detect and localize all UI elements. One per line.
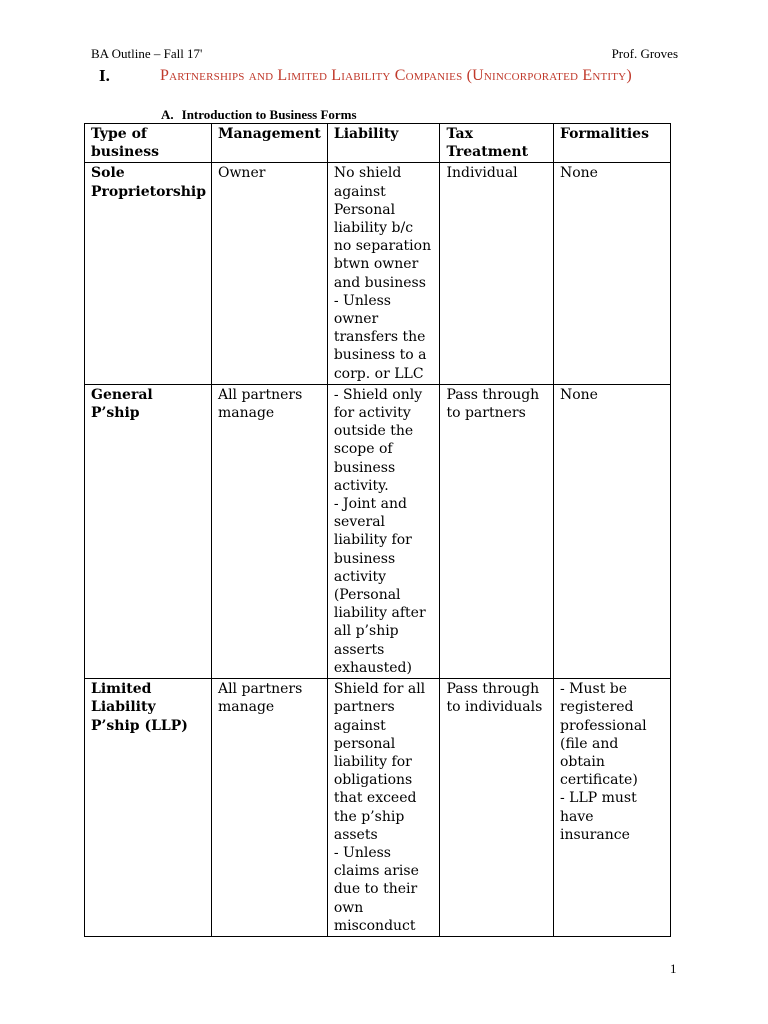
cell-management: All partners manage [211,384,327,678]
cell-liability [327,384,440,678]
cell-formalities [553,163,670,384]
header-professor: Prof. Groves [611,46,678,61]
cell-paragraph: Shield for all partners against personal liability for obligations that exceed the p’ship assets [333,681,426,843]
section-number: I. [99,66,110,85]
table-row [85,679,671,937]
cell-type: Sole Proprietorship [85,163,212,384]
cell-formalities [553,384,670,678]
header-course: BA Outline – Fall 17' [91,46,203,61]
cell-tax: Individual [440,163,554,384]
cell-paragraph: - Must be registered professional (file and obtain certificate) [559,681,647,789]
cell-paragraph: None [559,386,598,403]
cell-type: General P’ship [85,384,212,678]
cell-paragraph: - LLP must have insurance [559,790,637,843]
cell-paragraph: - Unless owner transfers the business to a corp. or LLC [333,292,427,382]
page-number: 1 [670,961,677,976]
subsection-title: Introduction to Business Forms [181,107,357,122]
column-header-liability: Liability [327,124,440,163]
cell-paragraph: - Unless claims arise due to their own misconduct [333,844,419,934]
column-header-formalities: Formalities [553,124,670,163]
subsection-heading [161,107,357,123]
column-header-tax: Tax Treatment [440,124,554,163]
subsection-letter: A. [161,107,174,122]
section-title: Partnerships and Limited Liability Companies (Unincorporated Entity) [160,67,632,84]
table-row [85,384,671,678]
cell-tax: Pass through to individuals [440,679,554,937]
table-row [85,163,671,384]
cell-type: Limited Liability P’ship (LLP) [85,679,212,937]
column-header-type: Type of business [85,124,212,163]
cell-management: All partners manage [211,679,327,937]
cell-tax: Pass through to partners [440,384,554,678]
cell-paragraph: - Joint and several liability for business activity (Personal liability after all p’ship asserts exhausted) [333,496,426,676]
cell-paragraph: None [559,165,598,182]
cell-management: Owner [211,163,327,384]
business-forms-table [84,123,671,937]
cell-liability [327,163,440,384]
cell-paragraph: No shield against Personal liability b/c no separation btwn owner and business [333,165,432,291]
cell-liability [327,679,440,937]
column-header-management: Management [211,124,327,163]
cell-formalities [553,679,670,937]
cell-paragraph: - Shield only for activity outside the scope of business activity. [333,386,423,494]
table-header-row [85,124,671,163]
